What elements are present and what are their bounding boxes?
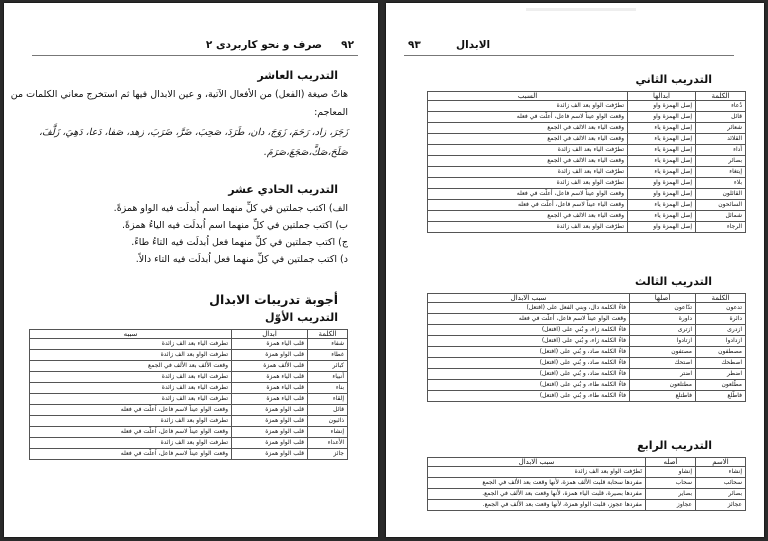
word-cell: مطّلعون [696, 380, 746, 391]
exercise-10-line: زَجَرَ، زاد، رَحَمَ، زَوَجَ، دان، طَرَدَ، صَحِبَ، ضَرَّ، ضَرَبَ، زهد، صَفا، دَعا، دَهِيَ، زَلَّفَ، [38, 127, 348, 138]
column-header: أصلها [630, 294, 696, 303]
running-title: صرف و نحو کاربردی ۲ [205, 39, 322, 51]
reason-cell: مفردها بصيرة، قلبت الياء همزة، لأنها وقعت بعد الألف في الجمع. [428, 489, 646, 500]
change-cell: إصل الهمزة ياء [628, 200, 696, 211]
word-cell: عجائز [696, 500, 746, 511]
left-page [4, 3, 378, 537]
origin-cell: إنشاو [646, 467, 696, 478]
table-header-row [428, 458, 746, 467]
reason-cell: تطرّفت الياء بعد الف زائدة [428, 167, 628, 178]
word-cell: بصائر [696, 156, 746, 167]
table-row [428, 380, 746, 391]
running-title: الابدال [456, 39, 491, 51]
column-header: الكلمة [696, 294, 746, 303]
table-row [428, 211, 746, 222]
origin-cell: مطتلعون [630, 380, 696, 391]
change-cell: قلب الياء همزة [232, 372, 308, 383]
reason-cell: تطرّفت الواو بعد الف زائدة [428, 178, 628, 189]
reason-cell: فاءُ الكلمة زاء، و بُني على (افتعل) [428, 336, 630, 347]
origin-cell: ازتادوا [630, 336, 696, 347]
table-row [428, 336, 746, 347]
change-cell: قلب الواو همزة [232, 449, 308, 460]
table-row [428, 222, 746, 233]
word-cell: اصطحك [696, 358, 746, 369]
word-cell: إنشاء [696, 467, 746, 478]
change-cell: إصل الهمزة واو [628, 101, 696, 112]
exercise-4-heading: التدريب الرابع [637, 439, 712, 452]
word-cell: دائرة [696, 314, 746, 325]
column-header: ابدالها [628, 92, 696, 101]
origin-cell: بصاير [646, 489, 696, 500]
exercise-11-line: ب) اكتب جملتين في كلِّ منهما اسم اُبدلَت فيه الياءُ همزةً. [122, 220, 348, 231]
word-cell: بلاء [696, 178, 746, 189]
change-cell: إصل الهمزة واو [628, 189, 696, 200]
reason-cell: تطرفت الواو بعد الف زائدة [30, 438, 232, 449]
table-row [30, 405, 348, 416]
reason-cell: وقعت الواو عيناً لاسم فاعل، أعلّت في فعله [428, 314, 630, 325]
exercise-2-heading: التدريب الثاني [635, 73, 712, 86]
exercise-1-heading: التدريب الأوّل [264, 311, 338, 324]
exercise-10-line: صَلَحَ،صَكَّ،صَجَعَ،صَرَمَ. [263, 147, 348, 158]
page-number: ٩٣ [408, 39, 421, 51]
reason-cell: مفردها سحابة قلبت الألف همزة، لأنها وقعت بعد الألف في الجمع [428, 478, 646, 489]
word-cell: ازدادوا [696, 336, 746, 347]
reason-cell: فاءُ الكلمة صاد، و بُني على (افتعل) [428, 347, 630, 358]
reason-cell: فاءُ الكلمة زاء، و بُني على (افتعل) [428, 325, 630, 336]
change-cell: قلب الياء همزة [232, 394, 308, 405]
header-rule [404, 55, 734, 56]
table-row [428, 347, 746, 358]
word-cell: مصطفون [696, 347, 746, 358]
exercise-11-line: د) اكتب جملتين في كلِّ منهما فعل اُبدلَت فيه التاء دالاً. [135, 254, 348, 265]
scan-artifact [526, 8, 636, 11]
table-row [30, 350, 348, 361]
word-cell: ذائبون [308, 416, 348, 427]
exercise-10-line: هاتْ صيغة (الفعل) من الأفعال الآتية، و عين الابدال فيها ثم استخرج معاني الكلمات من [10, 89, 348, 100]
table-row [428, 101, 746, 112]
table-row [428, 303, 746, 314]
origin-cell: اصتحك [630, 358, 696, 369]
table-row [428, 123, 746, 134]
column-header: سبب الابدال [428, 294, 630, 303]
change-cell: إصل الهمزة ياء [628, 123, 696, 134]
table-row [428, 189, 746, 200]
word-cell: شعائر [696, 123, 746, 134]
table-row [30, 416, 348, 427]
origin-cell: مصتفون [630, 347, 696, 358]
word-cell: السائحون [696, 200, 746, 211]
word-cell: سحائب [696, 478, 746, 489]
word-cell: قائل [696, 112, 746, 123]
column-header: الاسم [696, 458, 746, 467]
table-row [428, 134, 746, 145]
word-cell: إلقاء [308, 394, 348, 405]
column-header: السبب [428, 92, 628, 101]
word-cell: أنبياء [308, 372, 348, 383]
table-row [30, 361, 348, 372]
column-header: سببه [30, 330, 232, 339]
word-cell: القلائد [696, 134, 746, 145]
reason-cell: تطرّفت الواو بعد الف زائدة [428, 222, 628, 233]
exercise-10-heading: التدريب العاشر [257, 69, 338, 82]
exercise-1-table [29, 329, 348, 460]
change-cell: إصل الهمزة واو [628, 112, 696, 123]
table-row [428, 500, 746, 511]
table-row [428, 200, 746, 211]
change-cell: قلب الواو همزة [232, 416, 308, 427]
answers-heading: أجوبة تدريبات الابدال [209, 292, 338, 307]
word-cell: القائلون [696, 189, 746, 200]
table-row [428, 489, 746, 500]
change-cell: إصل الهمزة واو [628, 222, 696, 233]
exercise-10-line: المعاجم: [314, 107, 348, 118]
word-cell: جائز [308, 449, 348, 460]
reason-cell: فاءُ الكلمة ضاد، و بُني على (افتعل) [428, 369, 630, 380]
origin-cell: فاطتلع [630, 391, 696, 402]
page-number: ٩٢ [341, 39, 354, 51]
reason-cell: وقعت الألف بعد الألف في الجمع [30, 361, 232, 372]
reason-cell: فاءُ الكلمة صاد، و بُني على (افتعل) [428, 358, 630, 369]
word-cell: إبتغاء [696, 167, 746, 178]
origin-cell: اضتر [630, 369, 696, 380]
word-cell: شفاء [308, 339, 348, 350]
change-cell: إصل الهمزة ياء [628, 211, 696, 222]
word-cell: دُعاء [696, 101, 746, 112]
table-row [428, 145, 746, 156]
reason-cell: وقعت الواو عيناً لاسم فاعل، اُعلّت في فعله [30, 405, 232, 416]
word-cell: إنشاء [308, 427, 348, 438]
change-cell: قلب الياء همزة [232, 383, 308, 394]
reason-cell: وقعت الواو عيناً لاسم فاعل، اُعلّت في فعله [30, 449, 232, 460]
table-row [428, 314, 746, 325]
table-header-row [30, 330, 348, 339]
exercise-4-table [427, 457, 746, 511]
table-row [428, 156, 746, 167]
change-cell: قلب الواو همزة [232, 350, 308, 361]
reason-cell: تطرفت الياء بعد الف زائدة [30, 372, 232, 383]
reason-cell: تطرّفت الواو بعد الف زائدة [428, 101, 628, 112]
table-row [30, 394, 348, 405]
exercise-2-table [427, 91, 746, 233]
right-page [386, 3, 764, 537]
word-cell: كبائر [308, 361, 348, 372]
reason-cell: مفردها عجوز، قلبت الواو همزة، لأنها وقعت بعد الألف في الجمع. [428, 500, 646, 511]
word-cell: تدعون [696, 303, 746, 314]
word-cell: قائل [308, 405, 348, 416]
reason-cell: تطرّفت الياء بعد الف زائدة [428, 145, 628, 156]
reason-cell: تَطرّفت الواو بعد الف زائدة [428, 467, 646, 478]
column-header: الكلمة [696, 92, 746, 101]
reason-cell: وقعت الياء بعد الالف في الجمع [428, 156, 628, 167]
column-header: ابدال [232, 330, 308, 339]
exercise-11-heading: التدريب الحادي عشر [228, 183, 338, 196]
word-cell: فاطّلع [696, 391, 746, 402]
change-cell: إصل الهمزة ياء [628, 156, 696, 167]
reason-cell: وقعت الياء بعد الالف في الجمع [428, 134, 628, 145]
word-cell: بناء [308, 383, 348, 394]
table-row [428, 391, 746, 402]
origin-cell: سحاب [646, 478, 696, 489]
word-cell: ازدرى [696, 325, 746, 336]
word-cell: الأعداء [308, 438, 348, 449]
word-cell: اضطر [696, 369, 746, 380]
reason-cell: تطرفت الياء بعد الف زائدة [30, 383, 232, 394]
reason-cell: تطرفت الواو بعد الف زائدة [30, 416, 232, 427]
reason-cell: وقعت الواو عيناً لاسم فاعل، أعلّت في فعله [428, 112, 628, 123]
word-cell: شمائل [696, 211, 746, 222]
table-row [428, 478, 746, 489]
origin-cell: ازترى [630, 325, 696, 336]
table-row [428, 112, 746, 123]
reason-cell: وقعت الواو عيناً لاسم فاعل، أعلّت في فعله [428, 189, 628, 200]
exercise-3-heading: التدريب الثالث [635, 275, 712, 288]
reason-cell: فاءُ الكلمة طاء، و بُني على (افتعل) [428, 380, 630, 391]
table-row [428, 167, 746, 178]
reason-cell: تطرفت الياء بعد الف زائدة [30, 394, 232, 405]
table-row [30, 449, 348, 460]
table-row [428, 325, 746, 336]
word-cell: غطاء [308, 350, 348, 361]
change-cell: إصل الهمزة ياء [628, 134, 696, 145]
word-cell: أداء [696, 145, 746, 156]
column-header: سبب الابدال [428, 458, 646, 467]
table-row [30, 427, 348, 438]
change-cell: إصل الهمزة واو [628, 178, 696, 189]
reason-cell: وقعت الياء بعد الالف في الجمع [428, 123, 628, 134]
reason-cell: فاءُ الكلمة دال، وبني الفعل على (افتعل) [428, 303, 630, 314]
column-header: الكلمة [308, 330, 348, 339]
change-cell: قلب الياء همزة [232, 339, 308, 350]
change-cell: قلب الألف همزة [232, 361, 308, 372]
table-row [428, 369, 746, 380]
reason-cell: وقعت الياء بعد الالف في الجمع [428, 211, 628, 222]
reason-cell: وقعت الياء عيناً لاسم فاعل، أعلّت في فعله [428, 200, 628, 211]
reason-cell: تطرفت الواو بعد الف زائدة [30, 350, 232, 361]
origin-cell: داورة [630, 314, 696, 325]
exercise-3-table [427, 293, 746, 402]
table-row [428, 467, 746, 478]
change-cell: إصل الهمزة ياء [628, 145, 696, 156]
table-row [30, 438, 348, 449]
table-row [30, 372, 348, 383]
change-cell: إصل الهمزة ياء [628, 167, 696, 178]
table-row [428, 178, 746, 189]
change-cell: قلب الواو همزة [232, 427, 308, 438]
origin-cell: عجاوز [646, 500, 696, 511]
reason-cell: وقعت الواو عيناً لاسم فاعل، اُعلّت في فعله [30, 427, 232, 438]
change-cell: قلب الواو همزة [232, 405, 308, 416]
table-row [30, 339, 348, 350]
table-row [30, 383, 348, 394]
word-cell: بصائر [696, 489, 746, 500]
column-header: أصله [646, 458, 696, 467]
exercise-11-line: ج) اكتب جملتين في كلِّ منهما فعل اُبدلَت فيه التاءُ طاءً. [131, 237, 348, 248]
word-cell: الرجاء [696, 222, 746, 233]
table-header-row [428, 92, 746, 101]
table-row [428, 358, 746, 369]
change-cell: قلب الواو همزة [232, 438, 308, 449]
exercise-11-line: الف) اكتب جملتين في كلِّ منهما اسم اُبدلَت فيه الواو همزةً. [113, 203, 348, 214]
reason-cell: تطرفت الياء بعد الف زائدة [30, 339, 232, 350]
reason-cell: فاءُ الكلمة طاء، و بُني على (افتعل) [428, 391, 630, 402]
table-header-row [428, 294, 746, 303]
header-rule [32, 55, 358, 56]
origin-cell: تدّاعون [630, 303, 696, 314]
